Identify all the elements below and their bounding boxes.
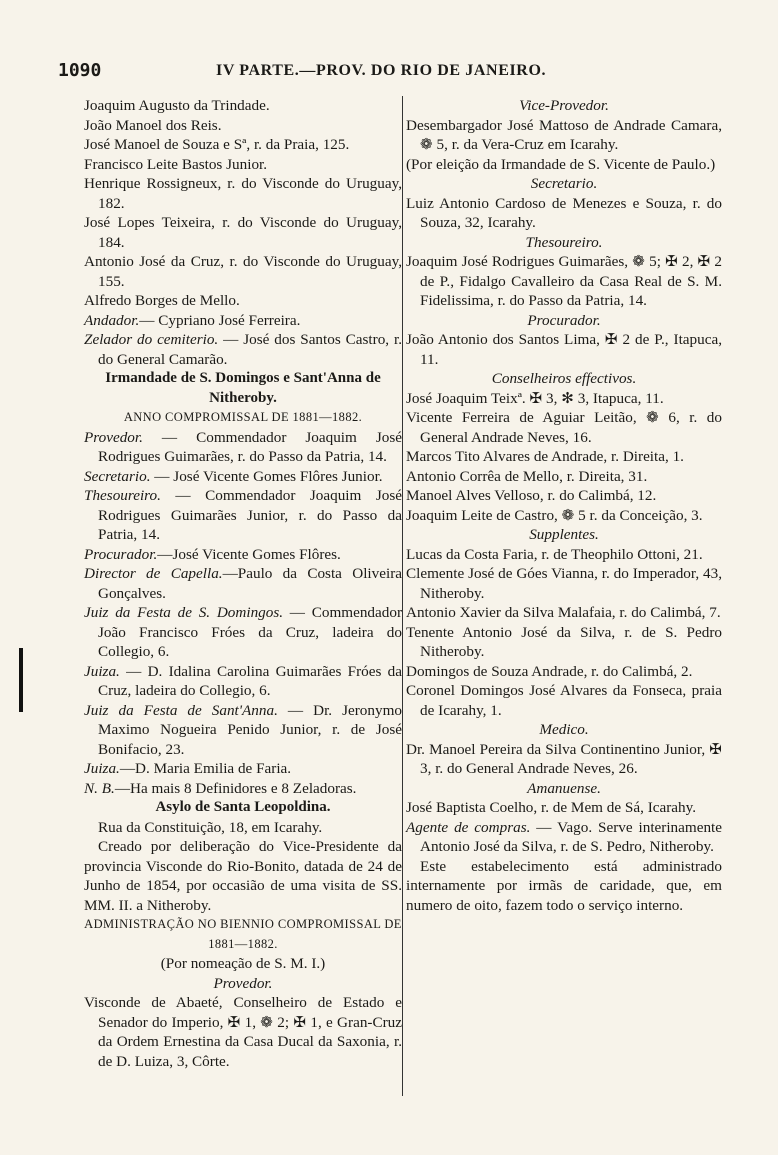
role-label: N. B. [84, 779, 115, 797]
office-title: Amanuense. [527, 779, 601, 797]
entry: Clemente José de Góes Vianna, r. do Imperador, 43, Nitheroby. [406, 565, 722, 602]
paragraph: Creado por deliberação do Vice-Presidente da provincia Visconde do Rio-Bonito, datada de 24 de Junho de 1854, por occasião de uma visita de SS. MM. II. a Nitheroby. [84, 838, 402, 914]
entry: Desembargador José Mattoso de Andrade Camara, ❁ 5, r. da Vera-Cruz em Icarahy. [406, 116, 722, 153]
paragraph: Rua da Constituição, 18, em Icarahy. [98, 818, 323, 836]
role-label: Agente de compras. [406, 818, 531, 836]
office-title: Supplentes. [529, 526, 599, 543]
left-column [84, 96, 402, 1071]
role-entry [84, 779, 402, 799]
role-text: — Dr. Jeronymo Maximo Nogueira Penido Junior, r. de José Bonifacio, 23. [98, 701, 402, 758]
role-label: Thesoureiro. [84, 487, 161, 504]
column-rule [402, 96, 403, 1096]
role-entry [84, 311, 402, 331]
role-entry [84, 330, 402, 369]
role-label: Zelador do cemiterio. [84, 331, 219, 348]
role-entry [84, 603, 402, 662]
entry: Domingos de Souza Andrade, r. do Calimbá, 2. [406, 662, 693, 680]
entry: José Manoel de Souza e Sª, r. da Praia, 125. [84, 136, 350, 153]
office-title: Vice-Provedor. [519, 97, 609, 114]
entry: Antonio José da Cruz, r. do Visconde do Uruguay, 155. [84, 253, 402, 290]
role-text: — D. Idalina Carolina Guimarães Fróes da Cruz, ladeira do Collegio, 6. [98, 662, 402, 699]
office-title: Provedor. [213, 974, 273, 992]
role-text: — José Vicente Gomes Flôres Junior. [150, 467, 383, 485]
role-text: — Commendador Joaquim José Rodrigues Guimarães, r. do Passo da Patria, 14. [98, 428, 402, 465]
role-text: — Commendador João Francisco Fróes da Cruz, ladeira do Collegio, 6. [98, 604, 402, 660]
role-entry [406, 818, 722, 857]
role-entry [84, 545, 402, 565]
entry: Joaquim José Rodrigues Guimarães, ❁ 5; ✠ 2, ✠ 2 de P., Fidalgo Cavalleiro da Casa Real de S. M. Fidelissima, r. do Passo da Patria, 14. [406, 253, 722, 309]
entry: Antonio Corrêa de Mello, r. Direita, 31. [406, 467, 648, 485]
paragraph: Este estabelecimento está administrado internamente por irmãs de caridade, que, em numero de oito, fazem todo o serviço interno. [406, 857, 722, 914]
role-label: Provedor. [84, 428, 143, 446]
role-text: —D. Maria Emilia de Faria. [119, 760, 292, 777]
entry: João Antonio dos Santos Lima, ✠ 2 de P., Itapuca, 11. [406, 331, 722, 368]
role-label: Director de Capella. [84, 565, 223, 582]
page-header [58, 60, 738, 84]
role-text: —José Vicente Gomes Flôres. [157, 545, 341, 563]
centered-note: (Por nomeação de S. M. I.) [160, 955, 326, 972]
role-entry [84, 759, 402, 779]
role-text: — Commendador Joaquim José Rodrigues Guimarães Junior, r. do Passo da Patria, 14. [98, 487, 402, 543]
entry: Alfredo Borges de Mello. [84, 292, 240, 309]
office-title: Secretario. [530, 175, 598, 192]
role-label: Secretario. [84, 467, 151, 485]
role-text: —Ha mais 8 Definidores e 8 Zeladoras. [114, 779, 357, 797]
entry: Dr. Manoel Pereira da Silva Continentino Junior, ✠ 3, r. do General Andrade Neves, 26. [406, 740, 722, 777]
entry: Marcos Tito Alvares de Andrade, r. Direita, 1. [406, 448, 684, 465]
role-label: Juiza. [84, 760, 120, 777]
role-label: Juiza. [84, 662, 120, 680]
office-title: Conselheiros effectivos. [491, 370, 637, 387]
role-entry [84, 428, 402, 467]
role-text: — José dos Santos Castro, r. do General Camarão. [98, 331, 403, 368]
entry: Tenente Antonio José da Silva, r. de S. Pedro Nitheroby. [406, 623, 722, 660]
role-entry [84, 467, 402, 487]
role-entry [84, 701, 402, 760]
role-entry [84, 662, 402, 701]
section-heading: Irmandade de S. Domingos e Sant'Anna de Nitheroby. [105, 370, 381, 406]
office-title: Medico. [539, 721, 589, 738]
entry: Visconde de Abaeté, Conselheiro de Estado e Senador do Imperio, ✠ 1, ❁ 2; ✠ 1, e Gran-Cruz da Ordem Ernestina da Casa Ducal da Saxonia, r. de D. Luiza, 3, Côrte. [84, 994, 402, 1070]
page-number: 1090 [58, 60, 102, 81]
entry: Luiz Antonio Cardoso de Menezes e Souza, r. do Souza, 32, Icarahy. [406, 194, 722, 231]
entry: Coronel Domingos José Alvares da Fonseca, praia de Icarahy, 1. [406, 682, 722, 719]
section-heading: Asylo de Santa Leopoldina. [155, 799, 331, 815]
running-title: IV PARTE.—PROV. DO RIO DE JANEIRO. [216, 62, 547, 79]
role-text: — Cypriano José Ferreira. [139, 311, 301, 329]
office-title: Thesoureiro. [525, 233, 603, 251]
role-text: — Vago. Serve interinamente Antonio José da Silva, r. de S. Pedro, Nitheroby. [420, 818, 722, 855]
entry: Francisco Leite Bastos Junior. [84, 155, 268, 173]
role-label: Andador. [84, 311, 140, 329]
entry: Lucas da Costa Faria, r. de Theophilo Ottoni, 21. [406, 545, 703, 563]
entry: Antonio Xavier da Silva Malafaia, r. do Calimbá, 7. [406, 604, 721, 621]
entry: Henrique Rossigneux, r. do Visconde do Uruguay, 182. [84, 175, 402, 212]
entry: Manoel Alves Velloso, r. do Calimbá, 12. [406, 487, 657, 504]
right-column [406, 96, 722, 915]
entry: João Manoel dos Reis. [84, 116, 222, 134]
subheading: ADMINISTRAÇÃO NO BIENNIO COMPROMISSAL DE 1881—1882. [84, 917, 402, 951]
entry: José Lopes Teixeira, r. do Visconde do Uruguay, 184. [84, 214, 402, 251]
office-title: Procurador. [527, 311, 601, 329]
entry: Joaquim Augusto da Trindade. [84, 97, 270, 114]
subheading: ANNO COMPROMISSAL DE 1881—1882. [123, 410, 363, 424]
entry: (Por eleição da Irmandade de S. Vicente de Paulo.) [406, 155, 716, 173]
role-label: Juiz da Festa de S. Domingos. [84, 604, 284, 621]
entry: Vicente Ferreira de Aguiar Leitão, ❁ 6, r. do General Andrade Neves, 16. [406, 409, 722, 446]
margin-mark [19, 648, 23, 712]
role-entry [84, 486, 402, 545]
role-label: Juiz da Festa de Sant'Anna. [84, 701, 278, 719]
entry: Joaquim Leite de Castro, ❁ 5 r. da Conceição, 3. [406, 506, 703, 524]
entry: José Joaquim Teixª. ✠ 3, ✻ 3, Itapuca, 11. [406, 389, 664, 407]
role-label: Procurador. [84, 545, 158, 563]
entry: José Baptista Coelho, r. de Mem de Sá, Icarahy. [406, 799, 697, 816]
role-text: —Paulo da Costa Oliveira Gonçalves. [98, 565, 402, 602]
role-entry [84, 564, 402, 603]
